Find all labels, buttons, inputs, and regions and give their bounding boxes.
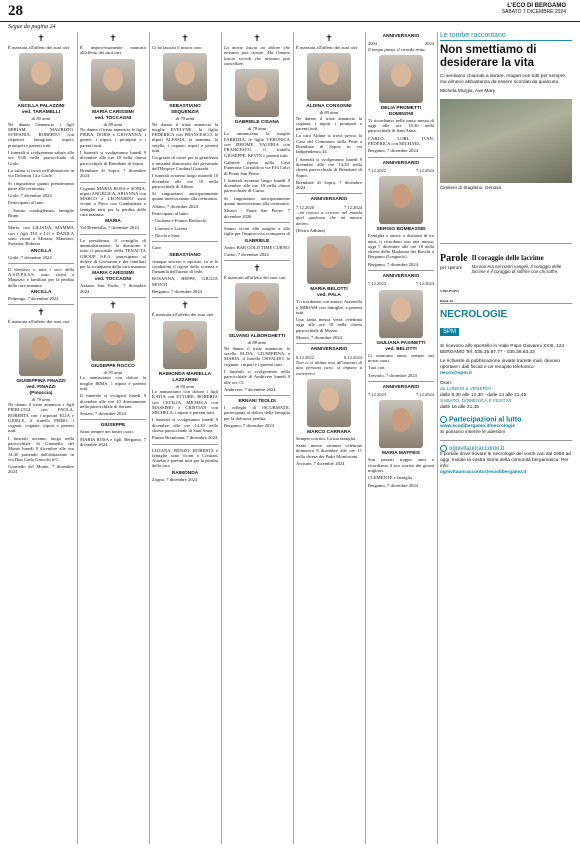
age-text: di 79 anni [175,116,195,122]
column-divider [365,32,366,844]
notice-text: Si ringraziano anticipatamente quanti interverranno alla cerimonia. [224,195,290,207]
age-text: di 85 anni [31,116,51,122]
portrait-photo [379,400,423,448]
section-heading: Partecipano al lutto [8,200,44,206]
notice-text: CARLO, LORI, IVAN, FEDERICA con MICHAEL. [368,135,434,147]
anniversary-label: ANNIVERSARIO [382,384,420,390]
deceased-name: ANCILLA PALAZZINI [17,104,65,110]
anniversary-label: ANNIVERSARIO [382,34,420,39]
page-header [0,0,580,22]
notice-text: Ci mancano tanto, sempre nei nostri cuori. [368,352,434,363]
cemetery-photo [440,99,572,190]
section-heading: Partecipano al lutto: [152,211,189,217]
place-date: Mozzo - Ponte San Pietro, 7 dicembre 2026 [224,208,290,219]
portrait-photo [19,53,63,101]
cross-icon: ✝ [325,33,333,43]
feature-headline: Non smettiamo di desiderare la vita [440,44,537,69]
deceased-name: MARCO CARRARA [307,429,351,435]
deceased-name: ALDINA CONSONNI [306,104,352,110]
partecipazioni-text: Si possono inserire le adesioni [440,430,506,436]
quote-text: La morte lascia un dolore che nessuno può curare. Ma l'amore lascia ricordi che nessuno può cancellare. [224,45,290,66]
ognivita-text: Il portale dove trovare le necrologie dei vostri cari dal 1950 ad oggi. Inviate la vostra storia della comunità bergamasca. Per info: [440,452,571,470]
place-date: Piazza Brembana, 7 dicembre 2024 [152,435,218,441]
place-date: Arcisate, 7 dicembre 2024 [296,460,345,466]
place-date: Zogno, 7 dicembre 2024 [152,476,198,482]
cross-icon: ✝ [181,33,189,43]
age-text: di 95 anni [103,370,123,376]
necrologie-info [440,344,572,411]
notice-text: Amici BAR GOLD TIME CURNO [224,244,290,250]
cross-icon: ✝ [109,300,117,311]
place-date: Seriate, 7 dicembre 2024 [80,411,126,417]
cross-icon: ✝ [109,33,117,43]
portrait-photo [307,379,351,427]
date-to: 6.12.2024 [344,354,362,360]
deceased-surname: ved. PALA [317,293,341,299]
notice-text: Una santa messa verrà celebrata oggi alle ore 18 nella chiesa parrocchiale di Mozzo. [296,317,362,333]
notice-text: La presidenza, il consiglio di amministrazione, la direzione e tutto il personale della TENACTA GROUP S.P.A. partecipano al dolore di Giovanna e dei familiari per la scomparsa della cara mamma [80,237,146,270]
partecipazioni-label: Partecipazioni al lutto [449,416,522,424]
feature-intro: Ci sentiamo chiamati a durare, magari non tutti per sempre, ma almeno abbastanza da essere ricordati da qualcuno. [440,74,567,85]
deceased-surname: ved. BELOTTI [385,346,417,352]
place-date: Brembate di Sopra, 7 dicembre 2024 [80,167,146,179]
deceased-name: ERNANI TEOLDI [238,399,276,405]
place-date: Treviolo, 7 dicembre 2024 [368,372,417,378]
age-text: di 89 anni [103,121,123,127]
notice-text: Siamo vicini alle moglie e alle figlie per l'improvvisa scomparsa di [224,225,290,237]
notice-text: Tuoi cari [368,365,385,371]
obituary-column-3 [152,32,218,484]
place-date: Bergamo, 7 dicembre 2024 [152,289,202,295]
anniversary-dates [368,392,434,397]
intro-text: È mancata all'affetto dei suoi cari [8,45,70,50]
notice-text: LILIANA, RENZO, ROBERTA e famiglie sono vicini a Cristian, Aurelio e parenti tutti per la perdita della cara [152,447,218,469]
nickname: (Pinuccia) [29,390,53,396]
column-divider [221,32,222,844]
notice-text: Ti ricordiamo con amore, Antonella e MIRIAM con famiglie, e parenti tutti. [296,299,362,315]
notice-text: Lo annunciano con dolore la moglie IRMA, i nipoti e parenti tutti. [80,375,146,391]
quote-text: Non ci si abitua mai all'assenza di una persona cara, si impara a conviverci. [296,359,362,376]
intro-text: È mancata all'affetto dei suoi cari [8,319,70,325]
place-date: Bergamo, 7 dicembre 2024 [368,148,418,154]
notice-text: - Sonito condoglianza, famiglie Bruni [8,207,74,219]
date-from: 7.12.2020 [296,204,314,210]
notice-text: Caro [152,245,161,251]
column-divider [293,32,294,844]
quote-text: ...mi ritrovo a cercare nel mondo quel qualcosa che mi manca dentro. [296,210,362,226]
anniversary-label: ANNIVERSARIO [382,160,420,166]
deceased-surname: ved. TARAMELLI [21,110,61,116]
notice-text: La salma si trova nell'abitazione in via Dolomiti 14 a Gorle. [8,167,74,179]
info-address: Si ricevono allo sportello in Viale Papa Giovanni XXIII, 124 - BERGAMO Tel. 035.35.87.77 - 035.38.63.33 [440,344,568,355]
deceased-name: RAIMONDA MARIELLA [158,371,212,377]
deceased-name: SILVANO ALBORGHETTI [228,334,286,340]
column-divider [437,32,438,844]
date-from: 7.12.2022 [368,167,386,173]
portrait-photo [91,313,135,361]
intro-text: È improvvisamente mancato all'affetto dei suoi cari [80,45,146,56]
notice-text: Ti ricordiamo nella santa messa di oggi alle ore 18,30 nella parrocchiale di Sant'Anna. [368,117,434,134]
notice-text: Son passati troppo anni e ricordiamo il tuo sorriso dei giorni migliori. [368,457,434,474]
deceased-surname: SEQUENZIA [171,110,199,116]
place-date: Bergamo, 7 dicembre 2024 [368,482,418,488]
deceased-surname: ved. FINAZZI [26,384,56,390]
photo-caption: Cimitero di Staglieno, Genova [440,185,502,190]
deceased-name: MARIA [105,219,121,225]
date-to: 2024 [425,41,434,47]
cross-icon: ✝ [253,33,261,43]
deceased-surname: LAZZARINI [172,377,198,383]
parole-title: Parole [440,253,468,264]
hours-heading: Orari: [440,381,452,386]
deceased-name: GIULIANA PASINETTI [376,340,426,346]
notice-text: Si ringraziano anticipatamente quanti interverranno alla cerimonia. [152,191,218,202]
date-to: 7.12.2024 [416,281,434,287]
notice-text: Si ringraziano quanti prenderanno parte alla cerimonia. [8,180,74,191]
notice-text: Lo annunciano la moglie FABRIZIA, le figlie VERONICA con JEROME, VALERIA con FRANCESCO, il fratello GIUSEPPE, KEVIN e parenti tutti. [224,131,290,158]
place-date: Azzano San Paolo, 7 dicembre 2024 [80,283,146,294]
notice-text: I colleghi di ISCURMATIC partecipano al dolore della famiglia per la dolorosa perdita. [224,405,290,421]
notice-text: Ne danno l'annuncio i figli MIRIAM, MAURIZIO, STEFANIA, ROBERTO con rispettivi famigliari, nipoti, pronipoti e parenti tutti. [8,121,74,148]
place-date: Pedrengo, 7 dicembre 2024 [8,296,59,302]
deceased-name: SEBASTIANO [169,104,201,110]
portrait-photo [235,69,279,117]
cross-icon: ✝ [37,307,45,318]
cross-icon: ✝ [253,263,261,274]
cross-icon: ✝ [37,33,45,43]
notice-text: Sempre con noi. La tua famiglia. [296,435,357,441]
intro-text: È mancato all'affetto dei suoi cari [224,275,286,281]
anniversary-label: ANNIVERSARIO [310,347,348,353]
portrait-photo [235,283,279,331]
column-divider [77,32,78,844]
notice-text: Mario, con LILIANA, MAMMA con i figli TIA e LO e DANILA sono vicini a Miriam, Maurizio, Stefania, Roberto [8,225,74,247]
ognivita-email[interactable]: ognivitaunracconto@ecodibergamo.it [440,470,527,476]
sidebar [440,32,572,476]
anniversary-label: ANNIVERSARIO [310,197,348,203]
deceased-name: GIUSEPPE ROCCO [91,364,135,370]
notice-text: ciunque sincero e squisito, tu te le condizioni il rigore della scienza e l'umanità dell'uomo di fede. [152,258,218,275]
place-date: Curno, 7 dicembre 2024 [224,251,269,257]
obituary-column-4 [224,32,290,430]
spm-logo: SPM [440,328,459,336]
date-to: 7.12.2024 [416,167,434,173]
notice-text: - Lorenzo e Lorena [152,225,188,231]
feature-box [440,32,572,244]
notice-text: Cognate MARIA ROSA e SONIA, nipoti ANGELICA, ARIANNA con MARCO e LEONARDO sono vicine a Piera con Gianbattista e famiglie tutti per la perdita della cara mamma [80,185,146,218]
date-from: 7.12.2023 [368,392,386,398]
age-text: di 79 anni [31,396,51,402]
masthead [502,3,566,15]
deceased-name: RAIMONDA [171,470,199,476]
deceased-name: SERGIO BOMBASSEI [376,227,426,233]
anniversary-label: ANNIVERSARIO [382,274,420,280]
deceased-name: GIUSEPPINA FINAZZI [16,378,66,384]
notice-text: I funerali avranno luogo lunedì 9 dicembre alle ore 10 nella chiesa parrocchiale di Curno. [224,177,290,194]
intro-text: È mancata all'affetto dei suoi cari [296,45,358,50]
intro-text: Ci ha lasciati il nostro caro [152,45,202,50]
notice-text: Ne danno il triste annuncio le figlie PIERA, DORIS e GIOVANNA, i generi, i nipoti, i pronipoti e i parenti tutti. [80,126,146,148]
portrait-photo [163,321,207,369]
place-date: Gorle, 7 dicembre 2024 [8,193,52,199]
hours-weekend: dalle 16 alle 21,45 [440,405,479,410]
page-number: 28 [8,3,23,19]
obituary-column-5 [296,32,362,468]
deceased-name: ANCILLA [30,290,52,296]
deceased-name: SEBASTIANO [169,252,201,258]
notice-text: La cara Aldina si trova presso la Casa del Commiato della Feda a Brembate di Sopra, in via Indipendenza 34. [296,133,362,155]
place-date: Bergamo, 7 dicembre 2024 [368,261,418,267]
notice-text: I funerali avranno luogo nella parrocchiale di Grumello del Monte lunedì 9 dicembre alle ore 14,30 partendo dall'abitazione in via Don Carlo Gnocchi 6/C. [8,435,74,462]
place-date: Ambivere, 7 dicembre 2024 [224,386,276,392]
date-from: 6.12.2022 [296,354,314,360]
deceased-name: MARIA BELOTTI [310,287,348,293]
place-date: Mozzo, 7 dicembre 2024 [296,335,342,341]
notice-text: Un grazie di cuore per la gentilezza e umanità dimostrata dal personale dell'Hospice Cardinal Guzzetti. [152,155,218,171]
place-date: Albino, 7 dicembre 2024 [152,203,198,209]
notice-text: - Nicola e Sara [152,232,180,238]
portrait-photo [379,176,423,224]
deceased-name: ANCILLA [30,248,52,254]
age-text: di 85 anni [319,110,339,116]
age-text: di 88 anni [247,340,267,346]
notice-text: Ne danno il triste annuncio la moglie EVELYNE, la figlia FEDERICA con FRANCESCO, le nipoti ALESSIA, la mamma, la sorella, i cognati, nipoti e parenti tutti. [152,121,218,154]
notice-text: Ne danno il triste annuncio: le sorelle ELDA, GIUSEPPINA e MARIA, il fratello OSVALDO, le cognate, i nipoti e i parenti tutti. [224,345,290,367]
notice-text: ROSANNA, BEPPE, GIULIA MONTI [152,276,218,287]
notice-text: - Giuliana e Franco Berlucchi [152,218,207,224]
parole-box [440,254,572,304]
obituary-column-1 [8,32,74,477]
date-from: 7.12.2023 [368,281,386,287]
age-text: di 78 anni [247,126,267,132]
parole-subtitle: per sperare [440,266,463,271]
portrait-photo [163,53,207,101]
coraggio-text: Ma non era nei nostri vangeli. Il coraggio delle lacrime è il coraggio di soffrire con chi soffre. [471,264,562,275]
segue-label: Segue da pagina 24 [8,24,56,30]
cross-icon: ✝ [181,300,189,311]
place-date: Gromello del Monte, 7 dicembre 2024 [8,464,74,475]
notice-text: I funerali si svolgeranno lunedì 9 dicembre alle ore 14,30 nella chiesa parrocchiale di Brembate di Sopra. [296,156,362,178]
coraggio-article [472,254,572,303]
column-divider [149,32,150,844]
email-link[interactable]: necro@spm.it [440,371,472,376]
portrait-photo [19,328,63,376]
notice-text: I funerali si svolgeranno nella parrocchiale di Ambivere lunedì 9 alle ore 15. [224,368,290,385]
anniversary-dates [368,168,434,173]
deceased-name: MARIA MAFFEIS [382,451,420,457]
deceased-name: GIUSEPPE [100,423,126,429]
notice-text: Ne danno il triste annuncio i figli PIERLUIGI con PAOLA, ROBERTA con i nipotini ELIA e GIOELE, il fratello PIERO, i cognati, cognate, nipoti e parenti tutti. [8,401,74,434]
necrologie-site-link[interactable]: www.ecodibergamo.it/necrologie [440,424,515,430]
deceased-name: MARIA CARISSIMI [92,271,134,277]
notice-text: CLEMENTE e famiglia. [368,475,414,481]
place-date: Bergamo, 7 dicembre 2024 [224,422,274,428]
parole-logo [440,254,468,303]
hours-weekend-label: SABATO, DOMENICA E FESTIVI [440,399,512,404]
deceased-surname: ved. TOCCAGNI [94,115,132,121]
notice-text: Sarai sempre nei nostri cuori. [80,429,134,435]
portrait-photo [379,290,423,338]
deceased-surname: ved. TOCCAGNI [94,277,132,283]
date-from: 2004 [368,41,377,47]
notice-text: I funerali si svolgeranno sabato alle ore 9,00 nella parrocchiale di Gorle. [8,150,74,166]
notice-text: Gabriele riposa nella Casa Funeraria Cornoldi in via F.lli Calvi di Ponte San Pietro. [224,159,290,176]
notice-text: I funerali avranno luogo martedì 10 dicembre alle ore 10 nella parrocchiale di Albino. [152,173,218,189]
place-date: Gorle, 7 dicembre 2024 [8,254,52,260]
deceased-name: MARIA CARISSIMI [92,109,134,115]
notice-text: Il funerale si svolgerà lunedì 9 dicembre alle ore 10 direttamente nella parrocchiale di Seriate. [80,393,146,409]
notice-text: Lo annunciano con dolore i figli KATIA con ETTORE, ROBERTA con CECILIA, MICHELA con MASSIMO e CRISTIAN con MICHELA, i nipoti e parenti tutti. [152,388,218,416]
quote-author: (Elvira Adhimi) [296,227,326,233]
feature-signature: Michela Murgia, Ave Mary [440,89,496,94]
deceased-surname: DOMINONI [388,111,414,117]
deceased-name: GABRIELE [244,238,270,244]
necrologie-title: NECROLOGIE [440,309,508,320]
notice-text: Ne danno il triste annuncio la cognata, i nipoti, i pronipoti e parenti tutti. [296,115,362,132]
obituary-column-2 [80,32,146,449]
place-date: Val Brembilla, 7 dicembre 2024 [80,225,139,231]
notice-text: I funerali si svolgeranno lunedì 9 dicembre alle ore 14,30 nella chiesa parrocchiale di Sant'Anna. [152,417,218,433]
portrait-photo [91,59,135,107]
obituary-column-6 [368,32,434,490]
date-to: 7.12.2024 [416,392,434,398]
parole-author: VINCENZO PAGLIA [440,289,459,303]
notice-text: Il direttivo e tutti i soci della A.S.D.P.S.S.S. sono vicini a Maurizio e familiari per la perdita della cara mamma [8,266,74,288]
ognivita-title[interactable]: ognivitaunracconto.it [449,446,505,453]
coraggio-title: Il coraggio delle lacrime [471,254,544,262]
portrait-photo [307,53,351,101]
deceased-name: GABRIELE CISANA [234,120,280,126]
notice-text: Sante messe saranno celebrate domenica 8 dicembre alle ore 11 nella chiesa dei Padri Monfortani. [296,443,362,459]
globe-icon [440,416,447,423]
age-text: di 90 anni [175,383,195,389]
place-date: MARIA ROSA e figli. Bergamo, 7 dicembre 2024 [80,436,146,447]
notice-text: Famiglia e amici, a distanza di tre anni, ti ricordano con una messa, oggi 7 dicembre alle ore 18 nella chiesa della Madonna dei Boschi a Bergamo (Longuelo). [368,233,434,260]
place-date: Brembate di Sopra, 7 dicembre 2024 [296,179,362,191]
ognivita-box [440,440,572,476]
hours-weekdays-label: da LUNEDÌ a VENERDÌ [440,387,491,392]
paper-date: SABATO 7 DICEMBRE 2024 [501,9,566,15]
partecipazioni-info [440,424,572,436]
intro-text: È mancata all'affetto dei suoi cari [152,312,214,318]
portrait-photo [307,236,351,284]
hours-weekdays: dalle 8,30 alle 12,30 - dalle 14 alle 21,45 [440,393,527,398]
paper-title: L'ECO DI BERGAMO [507,3,566,9]
date-to: 7.12.2024 [344,204,362,210]
deceased-name: DELIA PROMETTI [380,105,422,111]
feature-kicker: Le tombe raccontano [440,32,572,41]
portrait-photo [379,55,423,103]
notice-text: I funerali si svolgeranno lunedì 9 dicembre alle ore 10 nella chiesa parrocchiale di Brembate di Sopra. [80,150,146,166]
quote-text: Il tempo passa, il ricordo resta. [368,46,426,52]
info-requirements: Le richieste di pubblicazione inviate tramite mail, devono riportare i dati fiscali e un recapito telefonico [440,359,560,370]
anniversary-dates [368,281,434,286]
